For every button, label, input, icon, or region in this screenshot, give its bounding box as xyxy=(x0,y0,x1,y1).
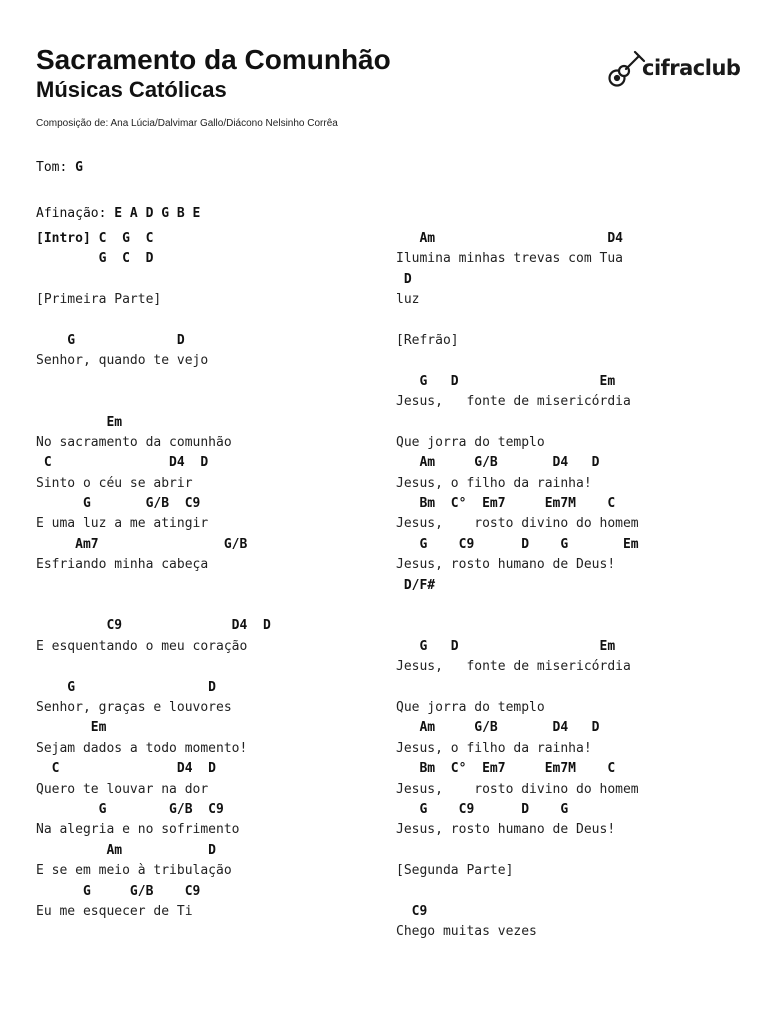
tuning-value[interactable]: E A D G B E xyxy=(114,206,201,221)
chord-line[interactable]: G C9 D G xyxy=(396,801,569,817)
lyric-line: Ilumina minhas trevas com Tua xyxy=(396,251,623,267)
lyric-line: Jesus, rosto divino do homem xyxy=(396,781,639,797)
lyric-line: E se em meio à tribulação xyxy=(36,863,232,879)
song-header xyxy=(36,44,391,104)
lyric-line xyxy=(396,616,736,636)
lyric-line xyxy=(36,657,376,677)
lyric-line xyxy=(396,841,736,861)
key-label: Tom: xyxy=(36,160,68,175)
lyric-line: Jesus, rosto humano de Deus! xyxy=(396,557,616,573)
lyric-line: Jesus, fonte de misericórdia xyxy=(396,659,631,675)
lyric-line: [Segunda Parte] xyxy=(396,863,514,879)
song-key xyxy=(36,160,83,175)
composition-credit: Composição de: Ana Lúcia/Dalvimar Gallo/Diácono Nelsinho Corrêa xyxy=(36,118,338,129)
chord-line[interactable]: Em xyxy=(36,720,107,736)
lyric-line: Esfriando minha cabeça xyxy=(36,557,209,573)
lyric-line xyxy=(396,311,736,331)
chord-line[interactable]: Am G/B D4 D xyxy=(396,455,600,471)
tuning xyxy=(36,206,200,221)
chord-sheet-left-column xyxy=(36,229,376,922)
lyric-line: Sinto o céu se abrir xyxy=(36,475,193,491)
tuning-label: Afinação: xyxy=(36,206,107,221)
chord-line[interactable]: Bm C° Em7 Em7M C xyxy=(396,496,616,512)
lyric-line: Jesus, rosto divino do homem xyxy=(396,516,639,532)
chord-line[interactable]: D xyxy=(396,271,412,287)
chord-sheet-right-column xyxy=(396,229,736,943)
chord-line[interactable]: Am G/B D4 D xyxy=(396,720,600,736)
song-title: Sacramento da Comunhão xyxy=(36,44,391,75)
lyric-line xyxy=(396,413,736,433)
key-value[interactable]: G xyxy=(75,160,83,175)
chord-line[interactable]: D/F# xyxy=(396,577,436,593)
lyric-line: Quero te louvar na dor xyxy=(36,781,209,797)
chord-line[interactable]: Am D4 xyxy=(396,231,623,246)
chord-line[interactable]: C9 xyxy=(396,903,428,919)
chord-line[interactable]: G D xyxy=(36,332,185,348)
lyric-line: [Refrão] xyxy=(396,332,459,348)
chord-line[interactable]: G D Em xyxy=(396,638,616,654)
guitar-icon xyxy=(606,50,646,90)
chord-line[interactable]: G D Em xyxy=(396,373,616,389)
lyric-line xyxy=(396,678,736,698)
cifraclub-logo[interactable] xyxy=(606,48,741,94)
lyric-line: Jesus, fonte de misericórdia xyxy=(396,394,631,410)
lyric-line: Eu me esquecer de Ti xyxy=(36,903,193,919)
lyric-line: E esquentando o meu coração xyxy=(36,638,248,654)
lyric-line xyxy=(36,311,376,331)
lyric-line xyxy=(36,392,376,412)
chord-line[interactable]: G C9 D G Em xyxy=(396,536,639,552)
artist-name[interactable]: Músicas Católicas xyxy=(36,77,227,102)
lyric-line xyxy=(36,372,376,392)
lyric-line xyxy=(36,270,376,290)
lyric-line: Senhor, quando te vejo xyxy=(36,353,209,369)
lyric-line: E uma luz a me atingir xyxy=(36,516,209,532)
lyric-line xyxy=(396,351,736,371)
chord-line[interactable]: G C D xyxy=(36,251,154,267)
logo-text: cifraclub xyxy=(642,56,741,80)
chord-line[interactable]: G D xyxy=(36,679,217,695)
chord-line[interactable]: [Intro] C G C xyxy=(36,231,154,246)
chord-line[interactable]: G G/B C9 xyxy=(36,883,201,899)
lyric-line: Senhor, graças e louvores xyxy=(36,699,232,715)
chord-line[interactable]: Bm C° Em7 Em7M C xyxy=(396,761,616,777)
lyric-line: Sejam dados a todo momento! xyxy=(36,740,248,756)
lyric-line: Que jorra do templo xyxy=(396,699,545,715)
chord-line[interactable]: Em xyxy=(36,414,123,430)
lyric-line xyxy=(36,576,376,596)
lyric-line xyxy=(396,882,736,902)
lyric-line: Que jorra do templo xyxy=(396,434,545,450)
lyric-line: luz xyxy=(396,292,420,308)
chord-line[interactable]: C D4 D xyxy=(36,761,217,777)
lyric-line: [Primeira Parte] xyxy=(36,292,162,308)
lyric-line: Jesus, o filho da rainha! xyxy=(396,740,592,756)
chord-line[interactable]: G G/B C9 xyxy=(36,801,224,817)
lyric-line xyxy=(396,596,736,616)
chord-line[interactable]: Am D xyxy=(36,842,217,858)
lyric-line xyxy=(36,596,376,616)
lyric-line: Na alegria e no sofrimento xyxy=(36,822,240,838)
chord-line[interactable]: Am7 G/B xyxy=(36,536,248,552)
chord-line[interactable]: C9 D4 D xyxy=(36,618,271,634)
chord-line[interactable]: C D4 D xyxy=(36,455,209,471)
lyric-line: No sacramento da comunhão xyxy=(36,434,232,450)
lyric-line: Jesus, rosto humano de Deus! xyxy=(396,822,616,838)
lyric-line: Jesus, o filho da rainha! xyxy=(396,475,592,491)
lyric-line: Chego muitas vezes xyxy=(396,924,537,940)
chord-line[interactable]: G G/B C9 xyxy=(36,496,201,512)
